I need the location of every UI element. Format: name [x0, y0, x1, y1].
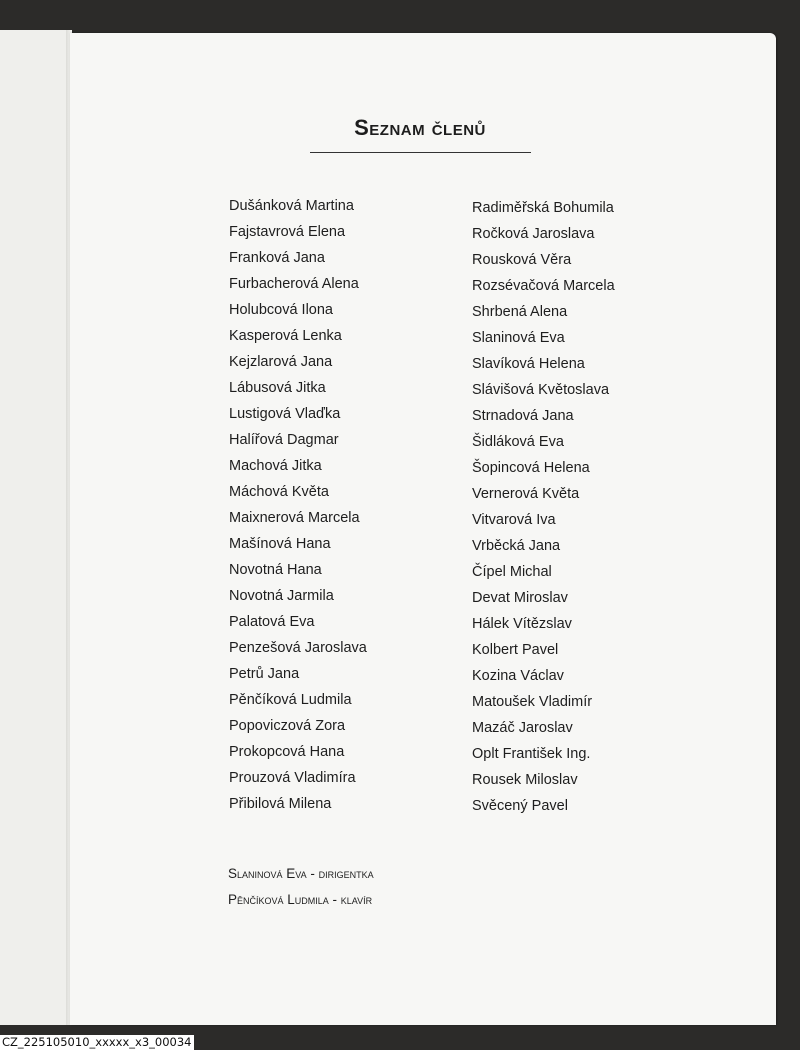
member-name: Shrbená Alena [472, 304, 568, 320]
member-name: Vitvarová Iva [472, 512, 556, 528]
page-title: Seznam členů [354, 115, 486, 140]
member-name: Petrů Jana [229, 666, 300, 682]
member-name: Rousková Věra [472, 252, 572, 268]
member-name: Slavíková Helena [472, 356, 585, 372]
member-name: Rozsévačová Marcela [472, 278, 615, 294]
member-name: Ročková Jaroslava [472, 226, 595, 242]
member-name: Rousek Miloslav [472, 772, 578, 788]
member-name: Lustigová Vlaďka [229, 406, 341, 422]
member-name: Oplt František Ing. [472, 746, 591, 762]
facing-page-edge [0, 30, 70, 1025]
member-list-right [472, 195, 615, 819]
member-name: Machová Jitka [229, 458, 322, 474]
member-name: Matoušek Vladimír [472, 694, 593, 710]
member-name: Kozina Václav [472, 668, 564, 684]
member-name: Prokopcová Hana [229, 744, 345, 760]
member-name: Radiměřská Bohumila [472, 200, 614, 216]
member-name: Pěnčíková Ludmila [229, 692, 352, 708]
member-name: Šopincová Helena [472, 460, 590, 476]
member-name: Kolbert Pavel [472, 642, 559, 658]
member-name: Palatová Eva [229, 614, 315, 630]
member-name: Slaninová Eva [472, 330, 565, 346]
member-name: Mašínová Hana [229, 536, 331, 552]
member-name: Lábusová Jitka [229, 380, 326, 396]
role-piano: Pěnčíková Ludmila - klavír [228, 892, 373, 907]
member-name: Máchová Květa [229, 484, 329, 500]
member-name: Kasperová Lenka [229, 328, 342, 344]
member-name: Franková Jana [229, 250, 325, 266]
member-name: Holubcová Ilona [229, 302, 333, 318]
roles-block [228, 861, 374, 913]
member-name: Vernerová Květa [472, 486, 580, 502]
member-name: Hálek Vítězslav [472, 616, 572, 632]
member-name: Šidláková Eva [472, 434, 564, 450]
member-name: Slávišová Květoslava [472, 382, 610, 398]
member-name: Fajstavrová Elena [229, 224, 346, 240]
member-name: Mazáč Jaroslav [472, 720, 573, 736]
member-name: Penzešová Jaroslava [229, 640, 367, 656]
member-list-left [229, 193, 367, 817]
role-conductor: Slaninová Eva - dirigentka [228, 866, 374, 881]
member-name: Novotná Hana [229, 562, 322, 578]
member-name: Popoviczová Zora [229, 718, 346, 734]
member-name: Furbacherová Alena [229, 276, 359, 292]
member-name: Devat Miroslav [472, 590, 568, 606]
member-name: Prouzová Vladimíra [229, 770, 356, 786]
member-name: Strnadová Jana [472, 408, 574, 424]
member-name: Halířová Dagmar [229, 432, 339, 448]
member-name: Kejzlarová Jana [229, 354, 333, 370]
document-page [70, 33, 776, 1025]
member-name: Vrběcká Jana [472, 538, 561, 554]
member-name: Čípel Michal [472, 564, 552, 580]
scan-id-label: CZ_225105010_xxxxx_x3_00034 [2, 1035, 192, 1049]
title-underline [310, 152, 531, 153]
member-name: Přibilová Milena [229, 796, 332, 812]
member-name: Svěcený Pavel [472, 798, 568, 814]
member-name: Dušánková Martina [229, 198, 354, 214]
member-name: Maixnerová Marcela [229, 510, 360, 526]
member-name: Novotná Jarmila [229, 588, 334, 604]
